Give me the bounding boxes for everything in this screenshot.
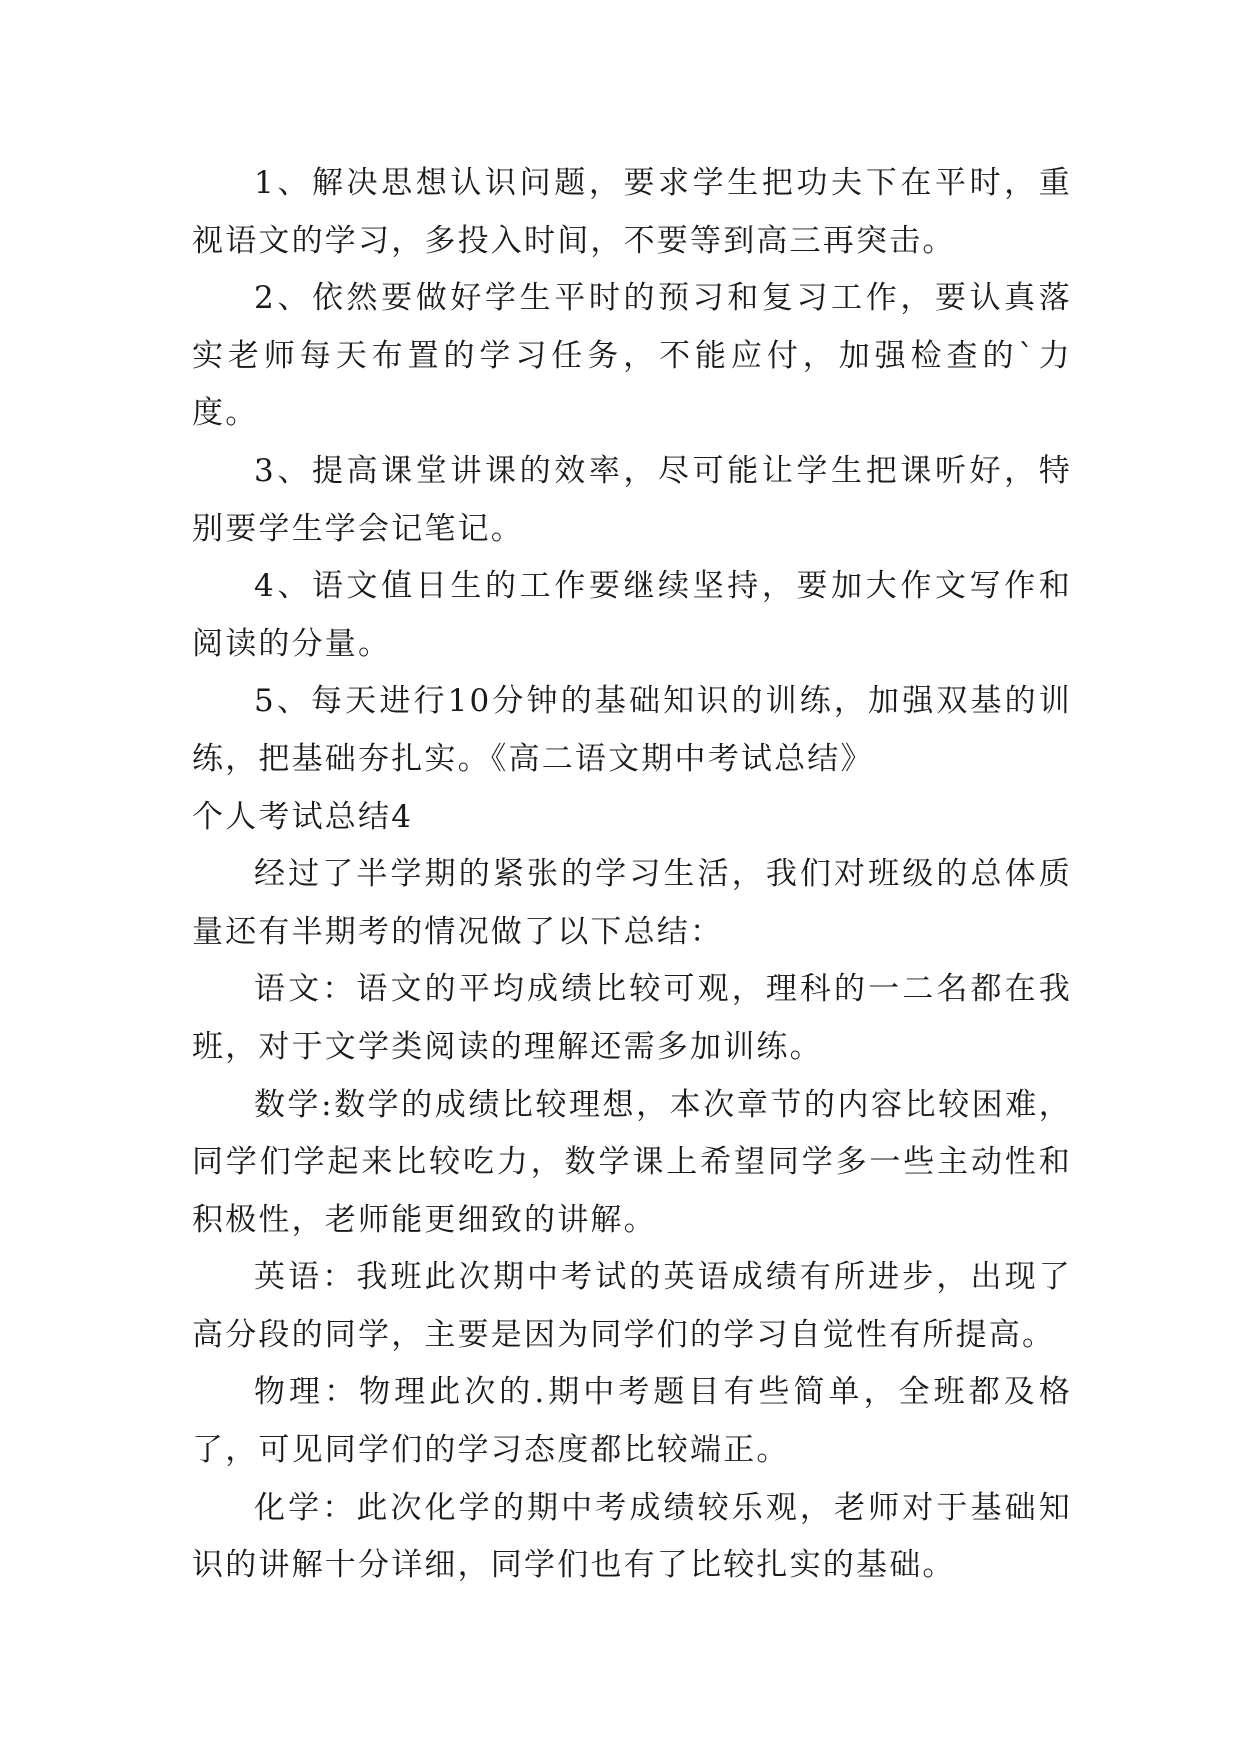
paragraph-measure-5: 5、每天进行10分钟的基础知识的训练，加强双基的训练，把基础夯扎实。《高二语文期中考试总结》 bbox=[192, 683, 1072, 777]
section-heading: 个人考试总结4 bbox=[192, 798, 414, 835]
document-body bbox=[192, 155, 1072, 1595]
paragraph-measure-1: 1、解决思想认识问题，要求学生把功夫下在平时，重视语文的学习，多投入时间，不要等到高三再突击。 bbox=[192, 165, 1072, 259]
paragraph-physics: 物理：物理此次的.期中考题目有些简单，全班都及格了，可见同学们的学习态度都比较端正。 bbox=[192, 1374, 1072, 1469]
paragraph-measure-2: 2、依然要做好学生平时的预习和复习工作，要认真落实老师每天布置的学习任务，不能应付，加强检查的`力度。 bbox=[192, 280, 1072, 432]
paragraph-measure-4: 4、语文值日生的工作要继续坚持，要加大作文写作和阅读的分量。 bbox=[192, 568, 1072, 662]
paragraph-math: 数学:数学的成绩比较理想，本次章节的内容比较困难，同学们学起来比较吃力，数学课上希望同学多一些主动性和积极性，老师能更细致的讲解。 bbox=[192, 1086, 1072, 1238]
paragraph-chemistry: 化学：此次化学的期中考成绩较乐观，老师对于基础知识的讲解十分详细，同学们也有了比较扎实的基础。 bbox=[192, 1489, 1072, 1584]
paragraph-intro: 经过了半学期的紧张的学习生活，我们对班级的总体质量还有半期考的情况做了以下总结： bbox=[192, 856, 1072, 950]
paragraph-english: 英语：我班此次期中考试的英语成绩有所进步，出现了高分段的同学，主要是因为同学们的学习自觉性有所提高。 bbox=[192, 1259, 1072, 1353]
paragraph-chinese: 语文：语文的平均成绩比较可观，理科的一二名都在我班，对于文学类阅读的理解还需多加训练。 bbox=[192, 971, 1072, 1065]
paragraph-measure-3: 3、提高课堂讲课的效率，尽可能让学生把课听好，特别要学生学会记笔记。 bbox=[192, 452, 1072, 547]
